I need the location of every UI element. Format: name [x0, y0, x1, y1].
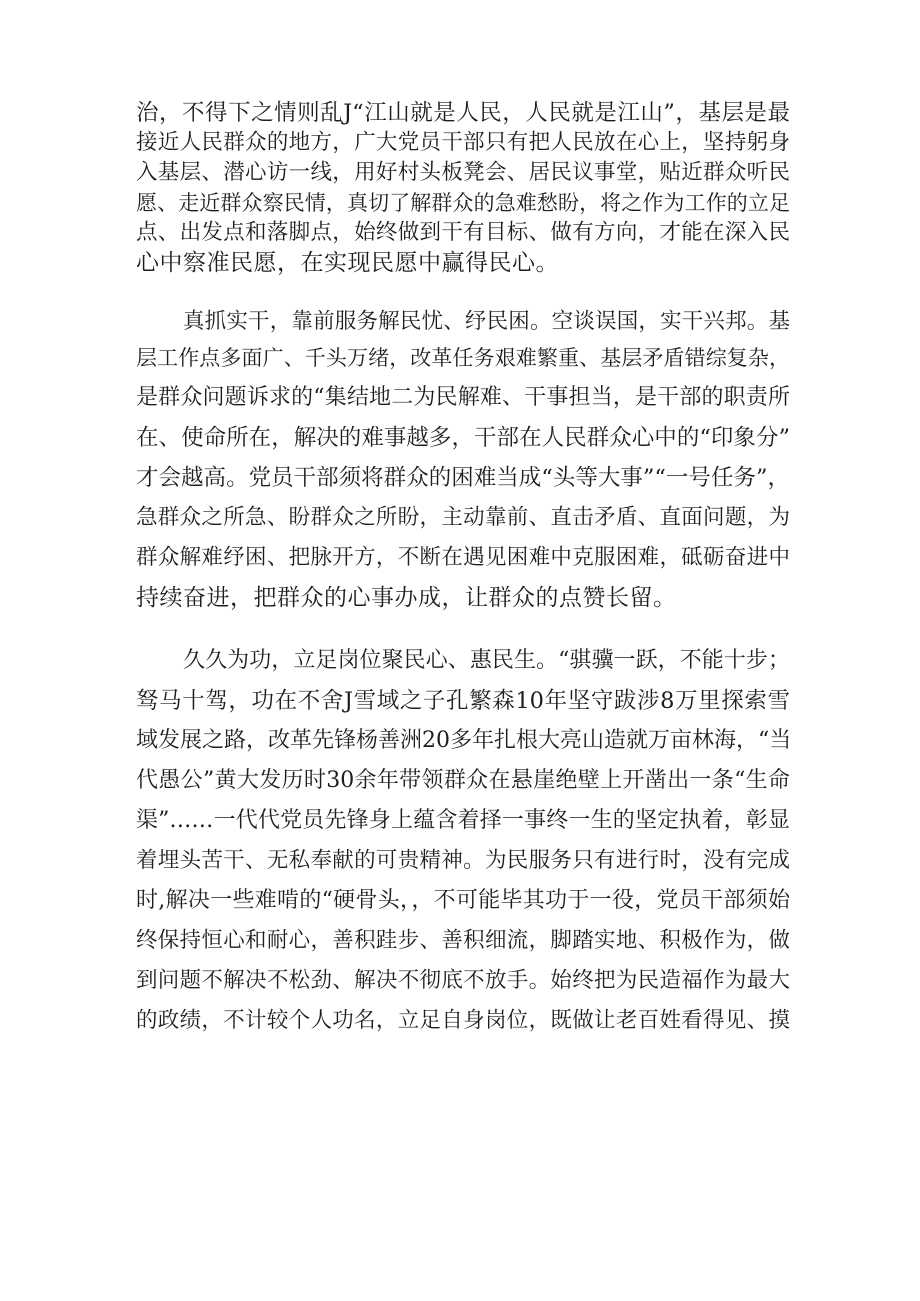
- paragraph-line: 愿、走近群众察民情，真切了解群众的急难愁盼，将之作为工作的立足: [136, 191, 790, 215]
- paragraph-line: 着埋头苦干、无私奉献的可贵精神。为民服务只有进行时，没有完成: [136, 848, 790, 873]
- paragraph-line: 才会越高。党员干部须将群众的困难当成“头等大事”“一号任务”，: [136, 465, 790, 491]
- paragraph-line: 治，不得下之情则乱J“江山就是人民，人民就是江山”，基层是最: [136, 100, 790, 126]
- paragraph-line: 久久为功，立足岗位聚民心、惠民生。“骐骥一跃，不能十步；: [183, 648, 790, 673]
- paragraph-line: 入基层、潜心访一线，用好村头板凳会、居民议事堂，贴近群众听民: [136, 160, 790, 185]
- paragraph-line: 代愚公”黄大发历时30余年带领群众在悬崖绝壁上开凿出一条“生命: [136, 768, 790, 793]
- paragraph-line: 是群众问题诉求的“集结地二为民解难、干事担当，是干部的职责所: [136, 385, 790, 410]
- paragraph-line: 渠”……一代代党员先锋身上蕴含着择一事终一生的坚定执着，彰显: [136, 808, 790, 833]
- paragraph-line: 到问题不解决不松劲、解决不彻底不放手。始终把为民造福作为最大: [136, 968, 790, 993]
- paragraph-line: 心中察准民愿，在实现民愿中赢得民心。: [136, 250, 559, 276]
- paragraph-line: 在、使命所在，解决的难事越多，干部在人民群众心中的“印象分”: [136, 425, 790, 451]
- paragraph-line: 点、出发点和落脚点，始终做到干有目标、做有方向，才能在深入民: [136, 220, 790, 245]
- paragraph-line: 驽马十驾，功在不舍J雪域之子孔繁森10年坚守跋涉8万里探索雪: [136, 688, 790, 714]
- paragraph-line: 的政绩，不计较个人功名，立足自身岗位，既做让老百姓看得见、摸: [136, 1008, 790, 1033]
- paragraph-line: 终保持恒心和耐心，善积跬步、善积细流，脚踏实地、积极作为，做: [136, 928, 790, 953]
- paragraph-line: 群众解难纾困、把脉开方，不断在遇见困难中克服困难，砥砺奋进中: [136, 545, 790, 570]
- paragraph-line: 接近人民群众的地方，广大党员干部只有把人民放在心上，坚持躬身: [136, 130, 790, 155]
- paragraph-line: 持续奋进，把群众的心事办成，让群众的点赞长留。: [136, 585, 677, 611]
- paragraph-line: 域发展之路，改革先锋杨善洲20多年扎根大亮山造就万亩林海，“当: [136, 728, 792, 753]
- paragraph-line: 急群众之所急、盼群众之所盼，主动靠前、直击矛盾、直面问题，为: [136, 505, 790, 530]
- paragraph-line: 层工作点多面广、千头万绪，改革任务艰难繁重、基层矛盾错综复杂，: [136, 346, 790, 370]
- paragraph-line: 真抓实干，靠前服务解民忧、纾民困。空谈误国，实干兴邦。基: [183, 309, 790, 334]
- paragraph-line: 时,解决一些难啃的“硬骨头，，不可能毕其功于一役，党员干部须始: [136, 888, 790, 913]
